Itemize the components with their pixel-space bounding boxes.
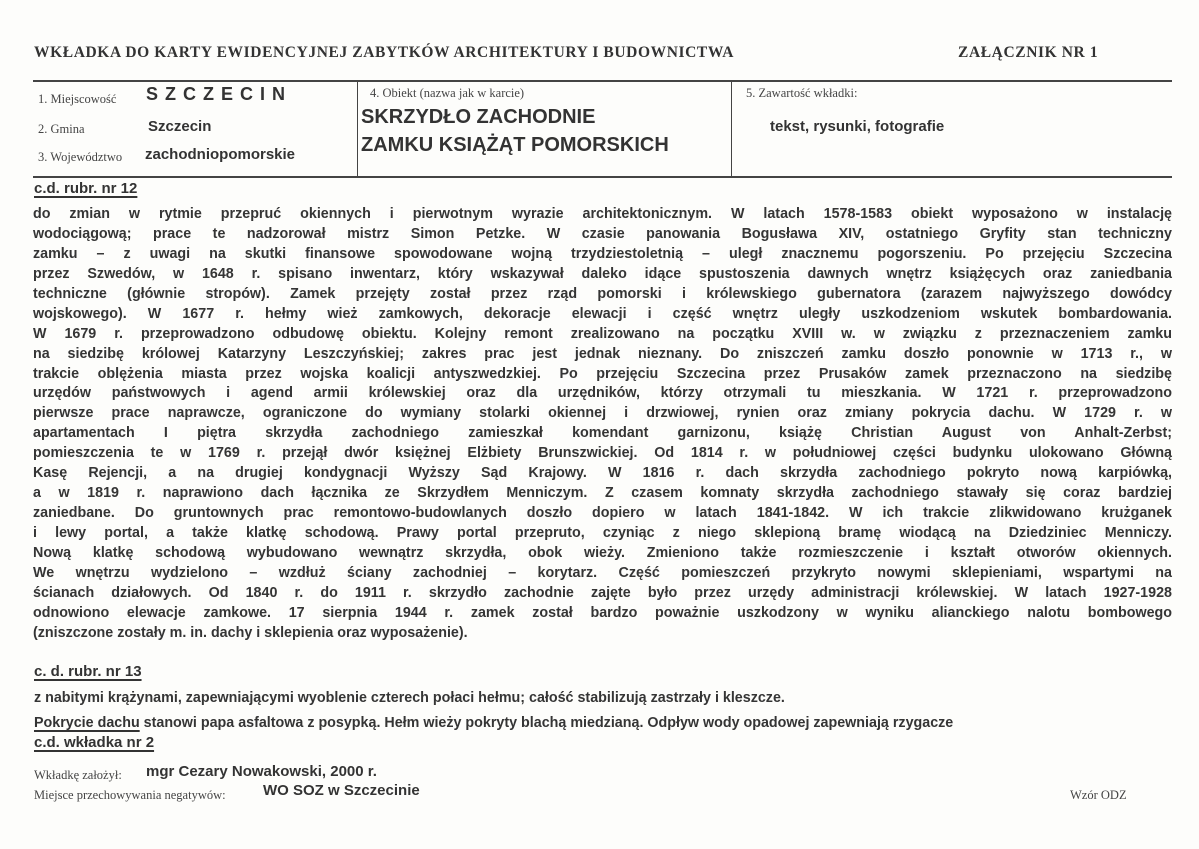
section-13-roof-paragraph (34, 715, 953, 731)
text-line: zamku – z uwagi na skutki finansowe spowodowane wojną trzydziestoletnią – uległ znacznemu pogorszeniu. Po przejęciu Szczecina (33, 245, 1172, 262)
text-line: odnowiono elewacje zamkowe. 17 sierpnia 1944 r. zamek został bardzo poważnie uszkodzony w wyniku alianckiego nalotu bombowego (33, 604, 1172, 621)
contents-value: tekst, rysunki, fotografie (770, 118, 945, 135)
text-line: ścianach działowych. Od 1840 r. do 1911 r. skrzydło zachodnie zajęte było przez urzędy administracji królewskiej. W latach 1927-1928 (33, 584, 1172, 601)
table-bottom-rule (33, 176, 1172, 178)
column-divider (357, 81, 358, 176)
locality-value: S Z C Z E C I N (146, 84, 287, 104)
object-name-line2: ZAMKU KSIĄŻĄT POMORSKICH (361, 134, 669, 156)
text-line: apartamentach I piętra skrzydła zachodniego zamieszkał komendant garnizonu, książę Christian August von Anhalt-Zerbst; (33, 425, 1172, 442)
text-line: (zniszczone zostały m. in. dachy i sklepienia oraz wyposażenie). (33, 624, 468, 641)
object-name-line1: SKRZYDŁO ZACHODNIE (361, 106, 596, 128)
commune-label: 2. Gmina (38, 122, 85, 136)
commune-value: Szczecin (148, 118, 212, 135)
roof-text: stanowi papa asfaltowa z posypką. Hełm wieży pokryty blachą miedzianą. Odpływ wody opadowej zapewniają rzygacze (139, 715, 954, 731)
column-divider (731, 81, 732, 176)
template-label: Wzór ODZ (1070, 788, 1127, 802)
document-title: WKŁADKA DO KARTY EWIDENCYJNEJ ZABYTKÓW ARCHITEKTURY I BUDOWNICTWA (34, 44, 735, 61)
voivodeship-value: zachodniopomorskie (145, 146, 296, 163)
text-line: wodociągową; prace te nadzorował mistrz Simon Petzke. W czasie panowania Bogusława XIV, ostatniego Gryfity stan techniczny (33, 225, 1172, 242)
storage-value: WO SOZ w Szczecinie (263, 782, 420, 799)
text-line: zaniedbane. Do gruntownych prac remontowo-budowlanych doszło dopiero w latach 1841-1842. W ich trakcie zlikwidowano krużganek (33, 505, 1172, 522)
section-13-heading: c. d. rubr. nr 13 (34, 663, 142, 680)
object-label: 4. Obiekt (nazwa jak w karcie) (370, 86, 525, 100)
text-line: pomieszczenia te w 1769 r. przejął dwór księżnej Elżbiety Brunszwickiej. Od 1814 r. w południowej części budynku ulokowano Główną (33, 445, 1172, 462)
section-13-text: z nabitymi krążynami, zapewniającymi wyoblenie czterech połaci hełmu; całość stabilizują zastrzały i kleszcze. (34, 690, 785, 706)
text-line: do zmian w rytmie przepruć okiennych i pierwotnym wyrazie architektonicznym. W latach 1578-1583 obiekt wyposażono w instalację (33, 206, 1172, 222)
voivodeship-label: 3. Województwo (38, 150, 123, 164)
text-line: urzędów państwowych i agend armii królewskiej oraz dla urzędników, którzy otrzymali tu mieszkania. W 1721 r. przeprowadzono (33, 385, 1172, 402)
section-12-heading: c.d. rubr. nr 12 (34, 180, 138, 197)
text-line: a w 1819 r. naprawiono dach łącznika ze Skrzydłem Menniczym. Z czasem komnaty skrzydła zachodniego stawały się coraz bardziej (33, 485, 1172, 502)
table-top-rule (33, 80, 1172, 82)
text-line: wojskowego). W 1677 r. hełmy wież zamkowych, dekoracje elewacji i część wnętrz uległy uszkodzeniom wskutek bombardowania. (33, 305, 1172, 322)
roof-heading: Pokrycie dachu (34, 715, 140, 731)
locality-label: 1. Miejscowość (38, 92, 117, 106)
text-line: i lewy portal, a także klatkę schodową. Prawy portal przepruto, czyniąc z niego sklepioną bramę wiodącą na Dziedziniec Menniczy. (33, 525, 1172, 541)
text-line: Kasę Rejencji, a na drugiej kondygnacji Wyższy Sąd Krajowy. W 1816 r. dach skrzydła zachodniego pokryto nową karpiówką, (33, 465, 1172, 482)
contents-label: 5. Zawartość wkładki: (746, 86, 858, 100)
text-line: Nową klatkę schodową wybudowano wewnątrz skrzydła, obok wieży. Zmieniono także rozmieszczenie i kształt otworów okiennych. (33, 544, 1172, 561)
annex-number: ZAŁĄCZNIK NR 1 (958, 44, 1099, 61)
section-12-text (33, 205, 1172, 644)
storage-label: Miejsce przechowywania negatywów: (34, 788, 226, 802)
text-line: W 1679 r. przeprowadzono odbudowę obiektu. Kolejny remont zrealizowano na początku XVIII w. w związku z przeznaczeniem zamku (33, 325, 1172, 342)
text-line: przez Szwedów, w 1648 r. spisano inwentarz, który wskazywał daleko idące spustoszenia dawnych wnętrz książęcych oraz zaniedbania (33, 265, 1172, 282)
continued-note: c.d. wkładka nr 2 (34, 734, 155, 751)
text-line: techniczne (głównie stropów). Zamek przejęty został przez rząd pomorski i królewskiego gubernatora (zarazem najwyższego dowódcy (33, 285, 1172, 302)
author-label: Wkładkę założył: (34, 768, 122, 782)
text-line: na siedzibę królowej Katarzyny Leszczyńskiej; zakres prac jest jednak nieznany. Do zniszczeń zamku doszło ponownie w 1713 r., w (33, 345, 1172, 362)
text-line: trakcie oblężenia miasta przez wojska koalicji antyszwedzkiej. Po przejęciu Szczecina przez Prusaków zamek przeznaczono na siedzibę (33, 365, 1172, 382)
author-value: mgr Cezary Nowakowski, 2000 r. (146, 763, 377, 780)
text-line: We wnętrzu wydzielono – wzdłuż ściany zachodniej – korytarz. Część pomieszczeń przykryto nowymi sklepieniami, wspartymi na (33, 564, 1172, 581)
text-line: pierwsze prace naprawcze, ograniczone do wymiany stolarki okiennej i drzwiowej, rynien oraz zmiany pokrycia dachu. W 1729 r. w (33, 405, 1172, 422)
